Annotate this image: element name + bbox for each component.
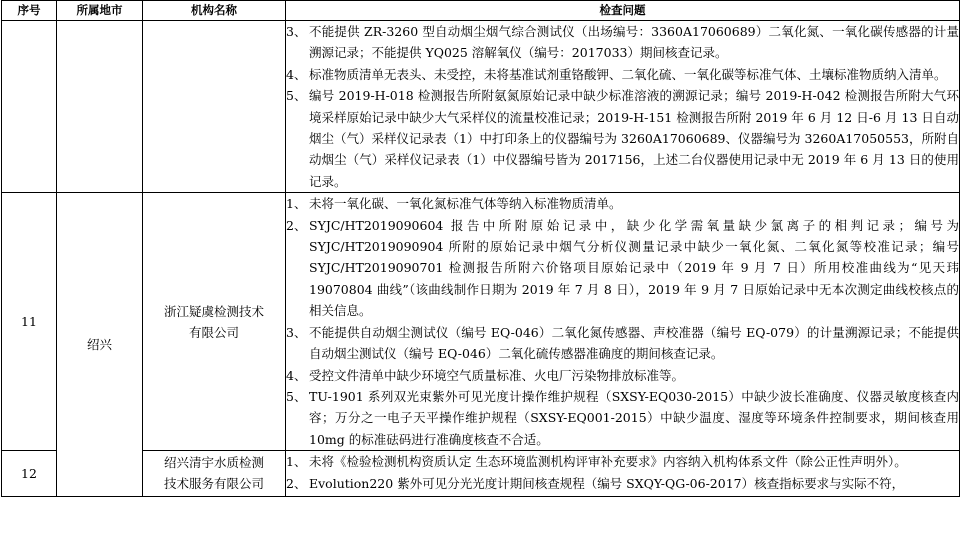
header-seq: 序号 xyxy=(2,1,57,21)
org-name-line: 绍兴清宇水质检测 xyxy=(163,455,264,471)
issue-number: 1、 xyxy=(286,454,307,470)
issue-item xyxy=(286,215,959,322)
table-header-row xyxy=(2,1,960,21)
issue-text: TU-1901 系列双光束紫外可见光度计操作维护规程（SXSY-EQ030-2015）中缺少波长准确度、仪器灵敏度核查内容；万分之一电子天平操作维护规程（SXSY-EQ001-2015）中缺少温度、湿度等环境条件控制要求，期间核查用 10mg 的标准砝码进行准确度核查不合适。 xyxy=(309,388,959,447)
issue-text: 标准物质清单无表头、未受控，未将基准试剂重铬酸钾、二氧化硫、一氧化碳等标准气体、土壤标准物质纳入清单。 xyxy=(309,66,947,82)
header-city: 所属地市 xyxy=(57,1,143,21)
issue-item xyxy=(286,365,959,386)
issue-item xyxy=(286,386,959,450)
row-seq: 12 xyxy=(2,451,57,496)
issue-text: Evolution220 紫外可见分光光度计期间核查规程（编号 SXQY-QG-06-2017）核查指标要求与实际不符， xyxy=(309,475,905,491)
issue-number: 4、 xyxy=(286,66,307,82)
row-org xyxy=(143,21,286,193)
org-name-line: 有限公司 xyxy=(188,324,239,340)
issue-number: 4、 xyxy=(286,367,307,383)
row-issues xyxy=(286,451,960,496)
issue-text: 未将一氧化碳、一氧化氮标准气体等纳入标准物质清单。 xyxy=(309,196,622,212)
issue-number: 2、 xyxy=(286,217,307,233)
row-seq: 11 xyxy=(2,193,57,451)
row-city xyxy=(57,21,143,193)
issue-number: 3、 xyxy=(286,324,307,340)
issue-item xyxy=(286,451,959,472)
issue-item xyxy=(286,473,959,496)
table-row xyxy=(2,21,960,193)
issue-number: 1、 xyxy=(286,196,307,212)
row-org xyxy=(143,451,286,496)
org-name-line: 浙江疑虞检测技术 xyxy=(163,303,264,319)
row-org xyxy=(143,193,286,451)
issue-number: 3、 xyxy=(286,24,307,39)
issue-number: 5、 xyxy=(286,88,307,104)
table-row xyxy=(2,451,960,496)
row-city: 绍兴 xyxy=(57,193,143,496)
issue-item xyxy=(286,193,959,214)
org-name-line: 技术服务有限公司 xyxy=(163,476,264,492)
row-seq xyxy=(2,21,57,193)
issue-item xyxy=(286,21,959,64)
issue-item xyxy=(286,64,959,85)
issue-text: 不能提供 ZR-3260 型自动烟尘烟气综合测试仪（出场编号：3360A17060689）二氧化氮、一氧化碳传感器的计量溯源记录；不能提供 YQ025 溶解氧仪（编号：2017033）期间核查记录。 xyxy=(309,24,959,61)
table-row xyxy=(2,193,960,451)
inspection-table xyxy=(1,0,960,497)
row-issues xyxy=(286,193,960,451)
issue-item xyxy=(286,85,959,192)
header-org: 机构名称 xyxy=(143,1,286,21)
issue-item xyxy=(286,322,959,365)
issue-number: 2、 xyxy=(286,475,307,491)
row-issues xyxy=(286,21,960,193)
issue-text: 不能提供自动烟尘测试仪（编号 EQ-046）二氧化氮传感器、声校准器（编号 EQ-079）的计量溯源记录；不能提供自动烟尘测试仪（编号 EQ-046）二氧化硫传感器准确度的期间核查记录。 xyxy=(309,324,959,362)
issue-number: 5、 xyxy=(286,388,307,404)
issue-text: SYJC/HT2019090604 报告中所附原始记录中，缺少化学需氧量缺少氯离子的相判记录；编号为 SYJC/HT2019090904 所附的原始记录中烟气分析仪测量记录中缺少一氧化氮、二氧化氮等校准记录；编号 SYJC/HT2019090701 检测报告所附六价铬项目原始记录中（2019 年 9 月 7 日）所用校准曲线为“见天玮 19070804 曲线”（该曲线制作日期为 2019 年 7 月 8 日），2019 年 9 月 7 日原始记录中无本次测定曲线校核点的相关信息。 xyxy=(309,217,959,319)
issue-text: 受控文件清单中缺少环境空气质量标准、火电厂污染物排放标准等。 xyxy=(309,367,685,383)
issue-text: 编号 2019-H-018 检测报告所附氨氮原始记录中缺少标准溶液的溯源记录；编号 2019-H-042 检测报告所附大气环境采样原始记录中缺少大气采样仪的流量校准记录；2019-H-151 检测报告所附 2019 年 6 月 12 日-6 月 13 日自动烟尘（气）采样仪记录表（1）中打印条上的仪器编号为 3260A17060689、仪器编号为 3260A17050553，所附自动烟尘（气）采样仪记录表（1）中仪器编号皆为 2017156，上述二台仪器使用记录中无 2019 年 6 月 13 日的使用记录。 xyxy=(309,88,959,189)
header-issues: 检查问题 xyxy=(286,1,960,21)
issue-text: 未将《检验检测机构资质认定 生态环境监测机构评审补充要求》内容纳入机构体系文件（除公正性声明外）。 xyxy=(309,454,907,470)
